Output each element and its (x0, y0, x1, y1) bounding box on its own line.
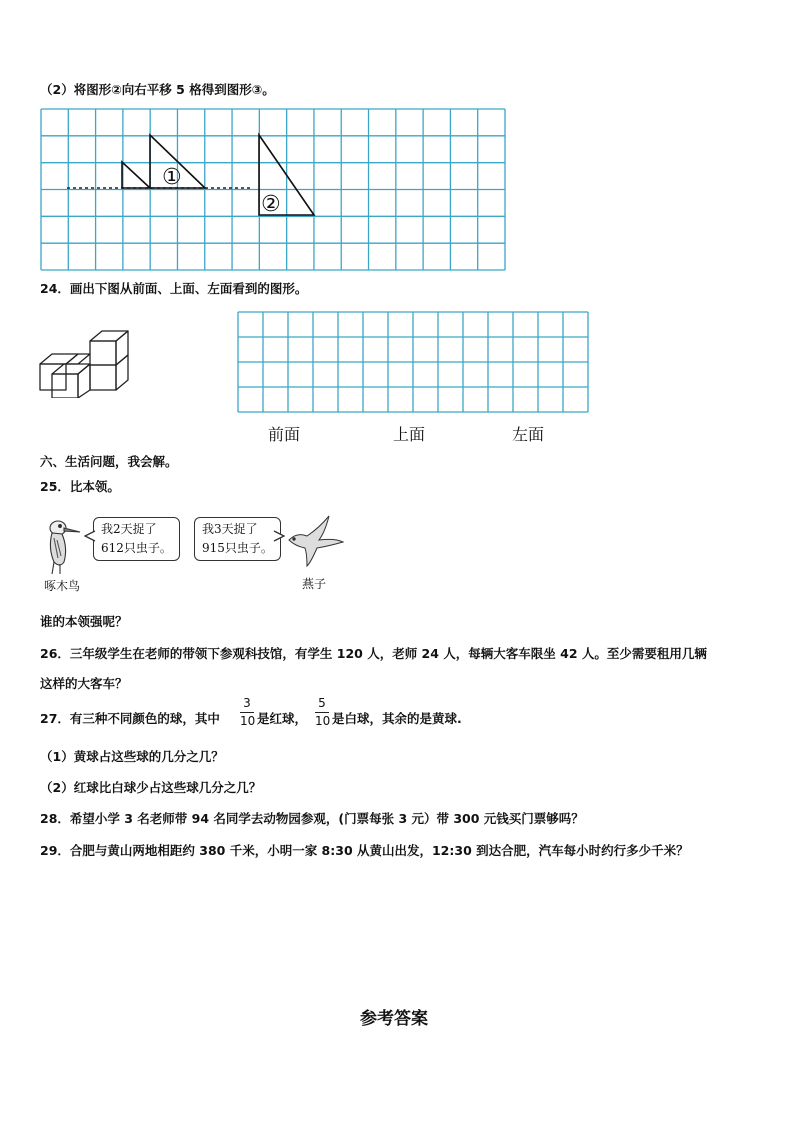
shape-2-label: ② (261, 192, 281, 217)
circle-2-glyph: ② (111, 82, 122, 97)
q24-question: 24．画出下图从前面、上面、左面看到的图形。 (40, 281, 308, 296)
woodpecker-name: 啄木鸟 (44, 579, 81, 593)
cube-stack-figure (36, 324, 132, 398)
view-label-top: 上面 (393, 425, 426, 444)
q23-part2-text: （2）将图形②向右平移 5 格得到图形③。 (40, 82, 275, 97)
section-6-heading: 六、生活问题，我会解。 (40, 454, 178, 469)
q27-sub-2: （2）红球比白球少占这些球几分之几？ (40, 780, 262, 795)
swallow-bubble-tail (273, 530, 285, 542)
shape-1-label: ① (162, 165, 182, 190)
swallow-name: 燕子 (302, 577, 327, 591)
views-grid (237, 311, 589, 413)
circle-3-glyph: ③ (251, 82, 263, 97)
fraction-5-10: 5 10 (315, 696, 331, 728)
fraction-3-10: 3 10 (240, 696, 256, 728)
q25-question: 25．比本领。 (40, 479, 120, 494)
swallow-picture (285, 512, 347, 570)
q26-line-2: 这样的大客车？ (40, 676, 128, 691)
view-label-front: 前面 (268, 425, 301, 444)
q25-sub-question: 谁的本领强呢？ (40, 614, 128, 629)
swallow-speech-bubble: 我3天捉了 915只虫子。 (194, 517, 281, 561)
woodpecker-bubble-tail (84, 530, 96, 542)
q27-sub-1: （1）黄球占这些球的几分之几？ (40, 749, 224, 764)
woodpecker-picture (44, 518, 86, 576)
answers-heading: 参考答案 (360, 1009, 428, 1029)
shape-1-small-triangle (122, 162, 150, 188)
q27-part-b: 是红球， (257, 711, 308, 726)
q27-part-c: 是白球，其余的是黄球. (332, 711, 462, 726)
q26-line-1: 26．三年级学生在老师的带领下参观科技馆，有学生 120 人，老师 24 人，每辆大客车限坐 42 人。至少需要租用几辆 (40, 646, 707, 661)
translation-grid (40, 108, 506, 271)
q29-question: 29．合肥与黄山两地相距约 380 千米，小明一家 8:30 从黄山出发，12:30 到达合肥，汽车每小时约行多少千米？ (40, 843, 689, 858)
q28-question: 28．希望小学 3 名老师带 94 名同学去动物园参观，(门票每张 3 元）带 300 元钱买门票够吗？ (40, 811, 584, 826)
view-label-left: 左面 (512, 425, 545, 444)
q27-part-a: 27．有三种不同颜色的球，其中 (40, 711, 220, 726)
woodpecker-speech-bubble: 我2天捉了 612只虫子。 (93, 517, 180, 561)
